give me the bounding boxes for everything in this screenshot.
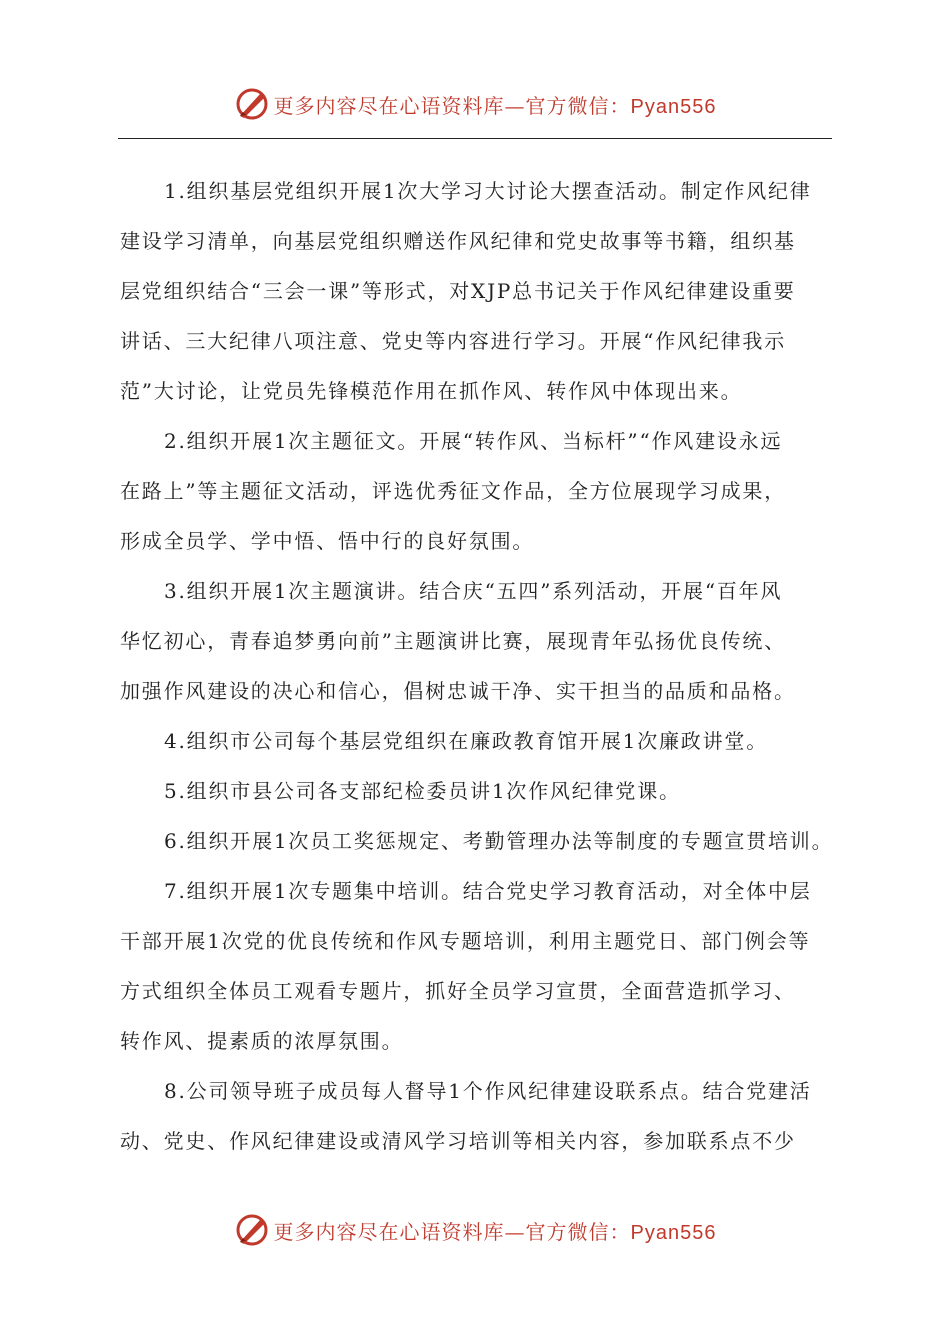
paragraph-line: 华忆初心，青春追梦勇向前”主题演讲比赛，展现青年弘扬优良传统、 bbox=[120, 629, 787, 653]
pen-logo-icon bbox=[234, 1212, 270, 1248]
paragraph-line: 3.组织开展1次主题演讲。结合庆“五四”系列活动，开展“百年风 bbox=[164, 579, 783, 603]
pen-logo-icon bbox=[234, 86, 270, 122]
paragraph-1 bbox=[120, 166, 848, 416]
footer-banner-text: 更多内容尽在心语资料库—官方微信：Pyan556 bbox=[273, 1219, 717, 1244]
footer-wechat-id: Pyan556 bbox=[630, 1221, 717, 1244]
paragraph-6 bbox=[120, 816, 848, 866]
paragraph-line: 范”大讨论，让党员先锋模范作用在抓作风、转作风中体现出来。 bbox=[120, 379, 743, 403]
paragraph-line: 方式组织全体员工观看专题片，抓好全员学习宣贯，全面营造抓学习、 bbox=[120, 979, 796, 1003]
paragraph-line: 转作风、提素质的浓厚氛围。 bbox=[120, 1029, 404, 1053]
paragraph-line: 7.组织开展1次专题集中培训。结合党史学习教育活动，对全体中层 bbox=[164, 879, 812, 903]
paragraph-line: 1.组织基层党组织开展1次大学习大讨论大摆查活动。制定作风纪律 bbox=[164, 179, 812, 203]
paragraph-2 bbox=[120, 416, 848, 566]
header-banner-text: 更多内容尽在心语资料库—官方微信：Pyan556 bbox=[273, 93, 717, 118]
paragraph-7 bbox=[120, 866, 848, 1066]
paragraph-line: 干部开展1次党的优良传统和作风专题培训，利用主题党日、部门例会等 bbox=[120, 929, 811, 953]
header-wechat-id: Pyan556 bbox=[630, 95, 717, 118]
paragraph-3 bbox=[120, 566, 848, 716]
document-body bbox=[120, 166, 848, 1166]
footer-banner bbox=[0, 1210, 950, 1250]
paragraph-5 bbox=[120, 766, 848, 816]
paragraph-line: 形成全员学、学中悟、悟中行的良好氛围。 bbox=[120, 529, 535, 553]
paragraph-line: 4.组织市公司每个基层党组织在廉政教育馆开展1次廉政讲堂。 bbox=[164, 729, 769, 753]
paragraph-line: 动、党史、作风纪律建设或清风学习培训等相关内容，参加联系点不少 bbox=[120, 1129, 796, 1153]
paragraph-line: 讲话、三大纪律八项注意、党史等内容进行学习。开展“作风纪律我示 bbox=[120, 329, 787, 353]
paragraph-line: 层党组织结合“三会一课”等形式，对XJP总书记关于作风纪律建设重要 bbox=[120, 279, 796, 303]
paragraph-line: 加强作风建设的决心和信心，倡树忠诚干净、实干担当的品质和品格。 bbox=[120, 679, 796, 703]
paragraph-line: 8.公司领导班子成员每人督导1个作风纪律建设联系点。结合党建活 bbox=[164, 1079, 812, 1103]
paragraph-line: 建设学习清单，向基层党组织赠送作风纪律和党史故事等书籍，组织基 bbox=[120, 229, 796, 253]
paragraph-4 bbox=[120, 716, 848, 766]
paragraph-8 bbox=[120, 1066, 848, 1166]
paragraph-line: 6.组织开展1次员工奖惩规定、考勤管理办法等制度的专题宣贯培训。 bbox=[164, 829, 834, 853]
paragraph-line: 5.组织市县公司各支部纪检委员讲1次作风纪律党课。 bbox=[164, 779, 681, 803]
header-banner bbox=[0, 84, 950, 124]
paragraph-line: 2.组织开展1次主题征文。开展“转作风、当标杆”“作风建设永远 bbox=[164, 429, 783, 453]
paragraph-line: 在路上”等主题征文活动，评选优秀征文作品，全方位展现学习成果， bbox=[120, 479, 787, 503]
header-rule bbox=[118, 138, 832, 139]
